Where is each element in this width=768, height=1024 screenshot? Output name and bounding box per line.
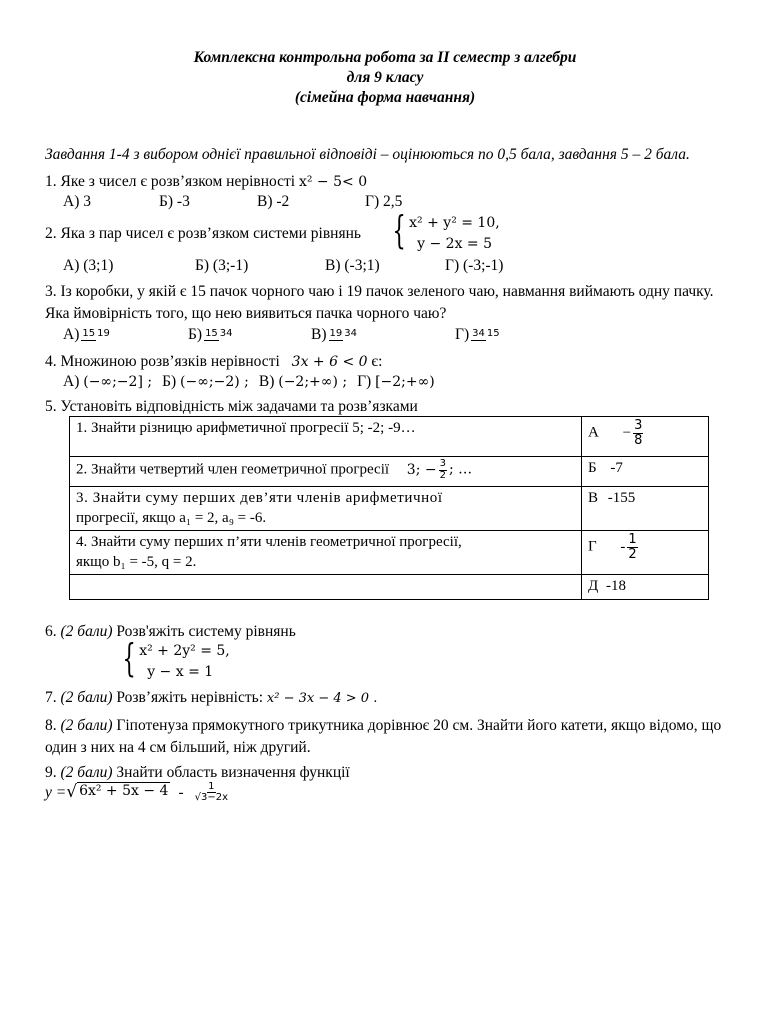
question-1-expression: x² − 5< 0 <box>298 174 368 191</box>
option-b: Б) -3 <box>159 192 190 210</box>
header-line-1: Комплексна контрольна робота за ІІ семестр з алгебри <box>193 49 577 66</box>
option-c: В) 19 34 <box>311 325 357 343</box>
question-1-text: 1. Яке з чисел є розв’язком нерівності <box>45 173 296 191</box>
question-4-expression: 3x + 6 < 0 <box>291 354 368 371</box>
worksheet <box>45 48 725 804</box>
question-9-number: 9. <box>45 763 57 781</box>
option-d: Г) [−2;+∞) <box>357 372 435 390</box>
question-9-text: Знайти область визначення функції <box>116 763 350 781</box>
equation-1: x² + 2y² = 5, <box>139 643 230 660</box>
question-4-options <box>45 372 725 392</box>
equation-2: y − 2x = 5 <box>417 235 493 252</box>
question-4 <box>45 352 725 391</box>
equation-1: x² + y² = 10, <box>409 215 500 232</box>
question-8 <box>45 715 725 758</box>
option-d: Г) (-3;-1) <box>445 256 504 274</box>
question-3 <box>45 281 725 344</box>
question-7-points: (2 бали) <box>60 688 113 706</box>
task-cell: 4. Знайти суму перших п’яти членів геометричної прогресії, якщо b₁ = -5, q = 2. <box>70 531 582 575</box>
question-3-options <box>45 325 725 344</box>
task-cell: 2. Знайти четвертий член геометричної прогресії 3; − $\frac{3}{2}$ ; … <box>70 457 582 487</box>
question-3-text: 3. Із коробки, у якій є 15 пачок чорного чаю і 19 пачок зеленого чаю, навмання виймають одну пачку. Яка ймовірність того, що нею виявиться пачка чорного чаю? <box>45 283 714 322</box>
table-row <box>70 575 709 600</box>
option-d: Г) 34 15 <box>455 325 500 343</box>
matching-table <box>69 416 709 600</box>
question-8-points: (2 бали) <box>60 717 113 735</box>
question-5-text: 5. Установіть відповідність між задачами та розв’язками <box>45 398 418 416</box>
header <box>45 48 725 108</box>
question-7-expression: x² − 3x − 4 > 0 . <box>266 690 378 706</box>
question-7-number: 7. <box>45 688 57 706</box>
option-c: В) -2 <box>257 192 290 210</box>
option-b: Б) (3;-1) <box>195 256 249 274</box>
square-root: √ 6x² + 5x − 4 <box>66 782 169 803</box>
question-6 <box>45 622 725 682</box>
header-line-3: (сімейна форма навчання) <box>294 89 476 107</box>
option-a: А) 15 19 <box>63 325 110 343</box>
answer-cell: Б -7 <box>582 457 709 487</box>
task-cell: 1. Знайти різницю арифметичної прогресії 5; -2; -9… <box>70 417 582 457</box>
equation-system <box>387 208 500 254</box>
option-b: Б) 15 34 <box>188 325 233 343</box>
question-6-number: 6. <box>45 622 57 640</box>
question-9 <box>45 763 725 804</box>
brace-icon: { <box>122 636 136 681</box>
option-a: А) (3;1) <box>63 256 114 274</box>
brace-icon: { <box>392 208 406 253</box>
table-row <box>70 457 709 487</box>
answer-cell: Г - $\frac{1}{2}$ <box>582 531 709 575</box>
task-cell <box>70 575 582 600</box>
question-6-text: Розв'яжіть систему рівнянь <box>116 622 296 640</box>
table-row <box>70 417 709 457</box>
fraction: $\frac{1}{√3-2x}$ <box>194 780 229 804</box>
question-8-number: 8. <box>45 717 57 735</box>
option-a: А) 3 <box>63 192 91 210</box>
option-a: А) (−∞;−2] ; <box>63 372 153 390</box>
question-7-text: Розв’яжіть нерівність: <box>116 688 264 706</box>
function-expression: y = √ 6x² + 5x − 4 - $\frac{1}{√3-2x}$ <box>45 780 229 804</box>
question-6-points: (2 бали) <box>60 622 113 640</box>
table-row <box>70 531 709 575</box>
header-line-2: для 9 класу <box>346 69 424 87</box>
answer-cell: А − $\frac{3}{8}$ <box>582 417 709 457</box>
option-d: Г) 2,5 <box>365 192 403 210</box>
answer-cell: Д -18 <box>582 575 709 600</box>
question-9-points: (2 бали) <box>60 763 113 781</box>
equation-system <box>117 636 230 682</box>
question-1-options <box>45 192 725 211</box>
question-1 <box>45 172 725 211</box>
instructions: Завдання 1-4 з вибором однієї правильної відповіді – оцінюються по 0,5 бала, завдання 5 – 2 бала. <box>45 146 690 164</box>
question-4-suffix: є: <box>371 353 383 371</box>
question-7 <box>45 688 725 707</box>
question-5 <box>45 397 725 600</box>
option-c: В) (−2;+∞) ; <box>258 372 348 390</box>
table-row <box>70 487 709 531</box>
answer-cell: В -155 <box>582 487 709 531</box>
option-c: В) (-3;1) <box>325 256 380 274</box>
task-cell: 3. Знайти суму перших дев’яти членів арифметичної прогресії, якщо a₁ = 2, a₉ = -6. <box>70 487 582 531</box>
option-b: Б) (−∞;−2) ; <box>162 372 249 390</box>
question-2 <box>45 208 725 275</box>
equation-2: y − x = 1 <box>147 663 214 680</box>
question-2-options <box>45 256 725 275</box>
question-4-text: 4. Множиною розв’язків нерівності <box>45 353 280 371</box>
question-8-text: Гіпотенуза прямокутного трикутника дорівнює 20 см. Знайти його катети, якщо відомо, що один з них на 4 см більший, ніж другий. <box>45 717 722 756</box>
question-2-text: 2. Яка з пар чисел є розв’язком системи рівнянь <box>45 224 361 242</box>
